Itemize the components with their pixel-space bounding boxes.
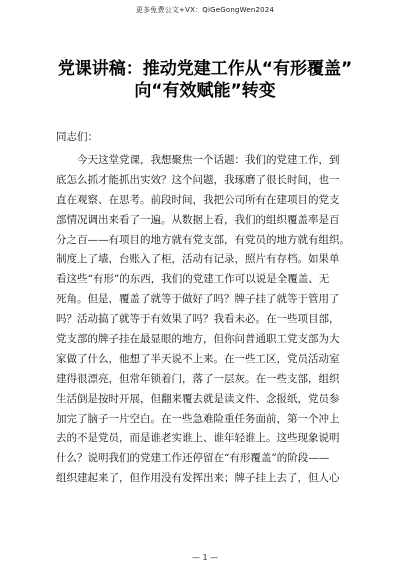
salutation: 同志们： bbox=[56, 131, 98, 143]
header-banner: 更多免费公文+VX：QiGeGongWen2024 bbox=[135, 6, 275, 14]
body-line: 加完了脑子一片空白。在一些急难险重任务面前，第一个冲上 bbox=[56, 412, 340, 425]
body-line: 底怎么抓才能抓出实效？这个问题，我琢磨了很长时间，也一 bbox=[56, 173, 340, 186]
body-line: 看这些“有形”的东西，我们的党建工作可以说是全覆盖、无 bbox=[56, 273, 330, 286]
body-line: 今天这堂党课，我想聚焦一个话题：我们的党建工作，到 bbox=[77, 154, 340, 166]
body-line: 建得很漂亮，但常年锁着门，落了一层灰。在一些支部，组织 bbox=[56, 372, 340, 385]
body-line: 组织建起来了，但作用没有发挥出来；牌子挂上去了，但人心 bbox=[56, 472, 340, 485]
body-line: 吗？活动搞了就等于有效果了吗？我看未必。在一些项目部， bbox=[56, 313, 340, 326]
title-line-1: 党课讲稿：推动党建工作从“有形覆盖” bbox=[57, 59, 353, 79]
body-line: 死角。但是，覆盖了就等于做好了吗？牌子挂了就等于管用了 bbox=[56, 293, 340, 306]
document-title bbox=[0, 58, 410, 102]
body-line: 制度上了墙，台账入了柜，活动有记录，照片有存档。如果单 bbox=[56, 253, 340, 266]
page-number: — 1 — bbox=[191, 553, 219, 562]
body-line: 部情况调出来看了一遍。从数据上看，我们的组织覆盖率是百 bbox=[56, 213, 340, 226]
body-line: 生活倒是按时开展，但翻来覆去就是读文件、念报纸，党员参 bbox=[56, 392, 340, 405]
body-line: 家做了什么，他想了半天说不上来。在一些工区，党员活动室 bbox=[56, 352, 340, 365]
title-line-2: 向“有效赋能”转变 bbox=[134, 81, 276, 101]
body-line: 去的不是党员，而是谁老实谁上、谁年轻谁上。这些现象说明 bbox=[56, 432, 340, 445]
body-text bbox=[56, 151, 356, 489]
body-line: 什么？说明我们的党建工作还停留在“有形覆盖”的阶段—— bbox=[56, 452, 330, 465]
body-line: 分之百——有项目的地方就有党支部，有党员的地方就有组织。 bbox=[56, 233, 350, 246]
body-line: 党支部的牌子挂在最显眼的地方，但你问普通职工党支部为大 bbox=[56, 333, 340, 346]
body-line: 直在观察、在思考。前段时间，我把公司所有在建项目的党支 bbox=[56, 193, 340, 206]
